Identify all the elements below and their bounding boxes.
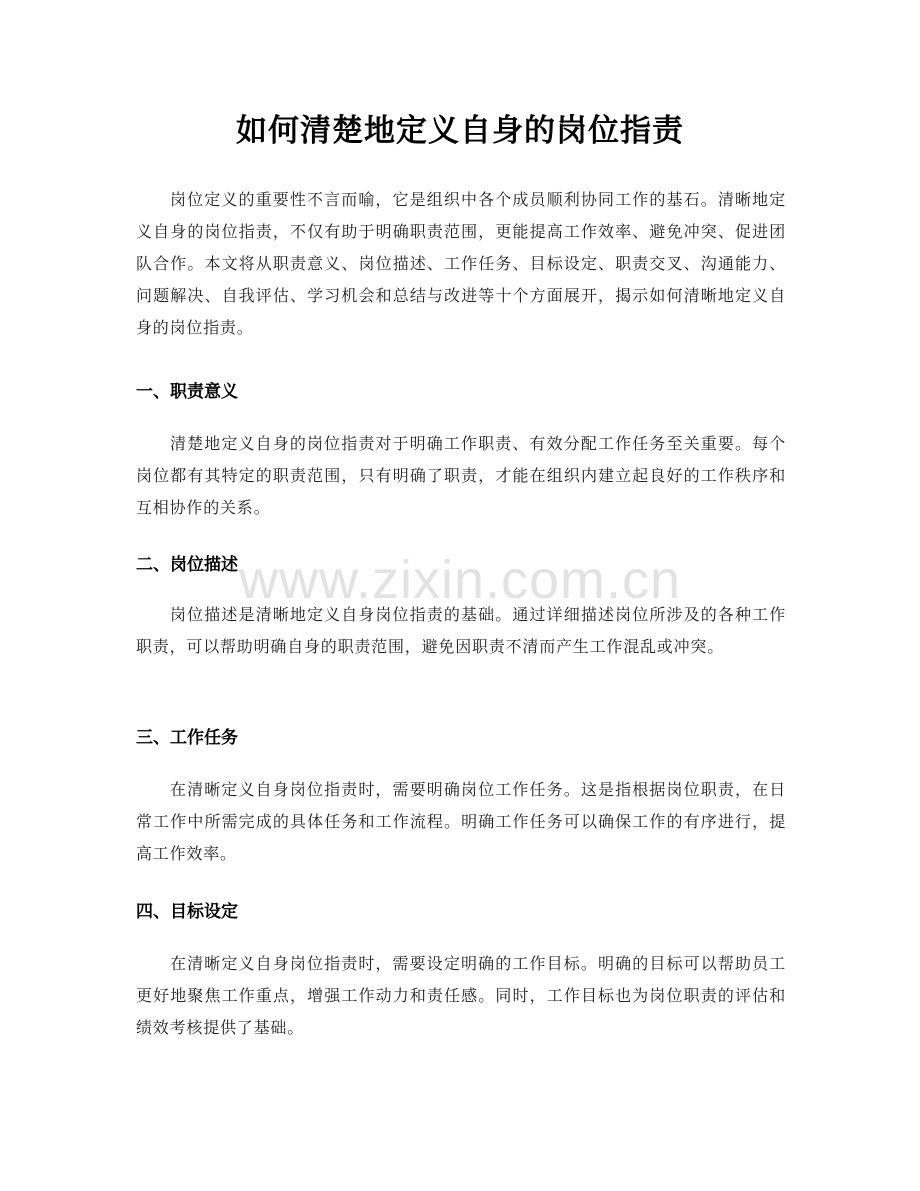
section-heading-3: 三、工作任务 xyxy=(136,728,238,748)
section-body-4: 在清晰定义自身岗位指责时，需要设定明确的工作目标。明确的目标可以帮助员工更好地聚焦工作重点，增强工作动力和责任感。同时，工作目标也为岗位职责的评估和绩效考核提供了基础。 xyxy=(136,954,786,1037)
section-body-2: 岗位描述是清晰地定义自身岗位指责的基础。通过详细描述岗位所涉及的各种工作职责，可以帮助明确自身的职责范围，避免因职责不清而产生工作混乱或冲突。 xyxy=(136,605,786,656)
section-heading-1: 一、职责意义 xyxy=(136,382,238,402)
intro-paragraph: 岗位定义的重要性不言而喻，它是组织中各个成员顺利协同工作的基石。清晰地定义自身的岗位指责，不仅有助于明确职责范围，更能提高工作效率、避免冲突、促进团队合作。本文将从职责意义、岗位描述、工作任务、目标设定、职责交叉、沟通能力、问题解决、自我评估、学习机会和总结与改进等十个方面展开，揭示如何清晰地定义自身的岗位指责。 xyxy=(136,190,786,337)
section-heading-2: 二、岗位描述 xyxy=(136,555,238,575)
section-body-1: 清楚地定义自身的岗位指责对于明确工作职责、有效分配工作任务至关重要。每个岗位都有其特定的职责范围，只有明确了职责，才能在组织内建立起良好的工作秩序和互相协作的关系。 xyxy=(136,434,786,517)
page-title: 如何清楚地定义自身的岗位指责 xyxy=(236,113,684,149)
watermark: www.zixin.com.cn xyxy=(238,550,682,610)
section-body-3: 在清晰定义自身岗位指责时，需要明确岗位工作任务。这是指根据岗位职责，在日常工作中所需完成的具体任务和工作流程。明确工作任务可以确保工作的有序进行，提高工作效率。 xyxy=(136,780,786,863)
section-heading-4: 四、目标设定 xyxy=(136,902,238,922)
